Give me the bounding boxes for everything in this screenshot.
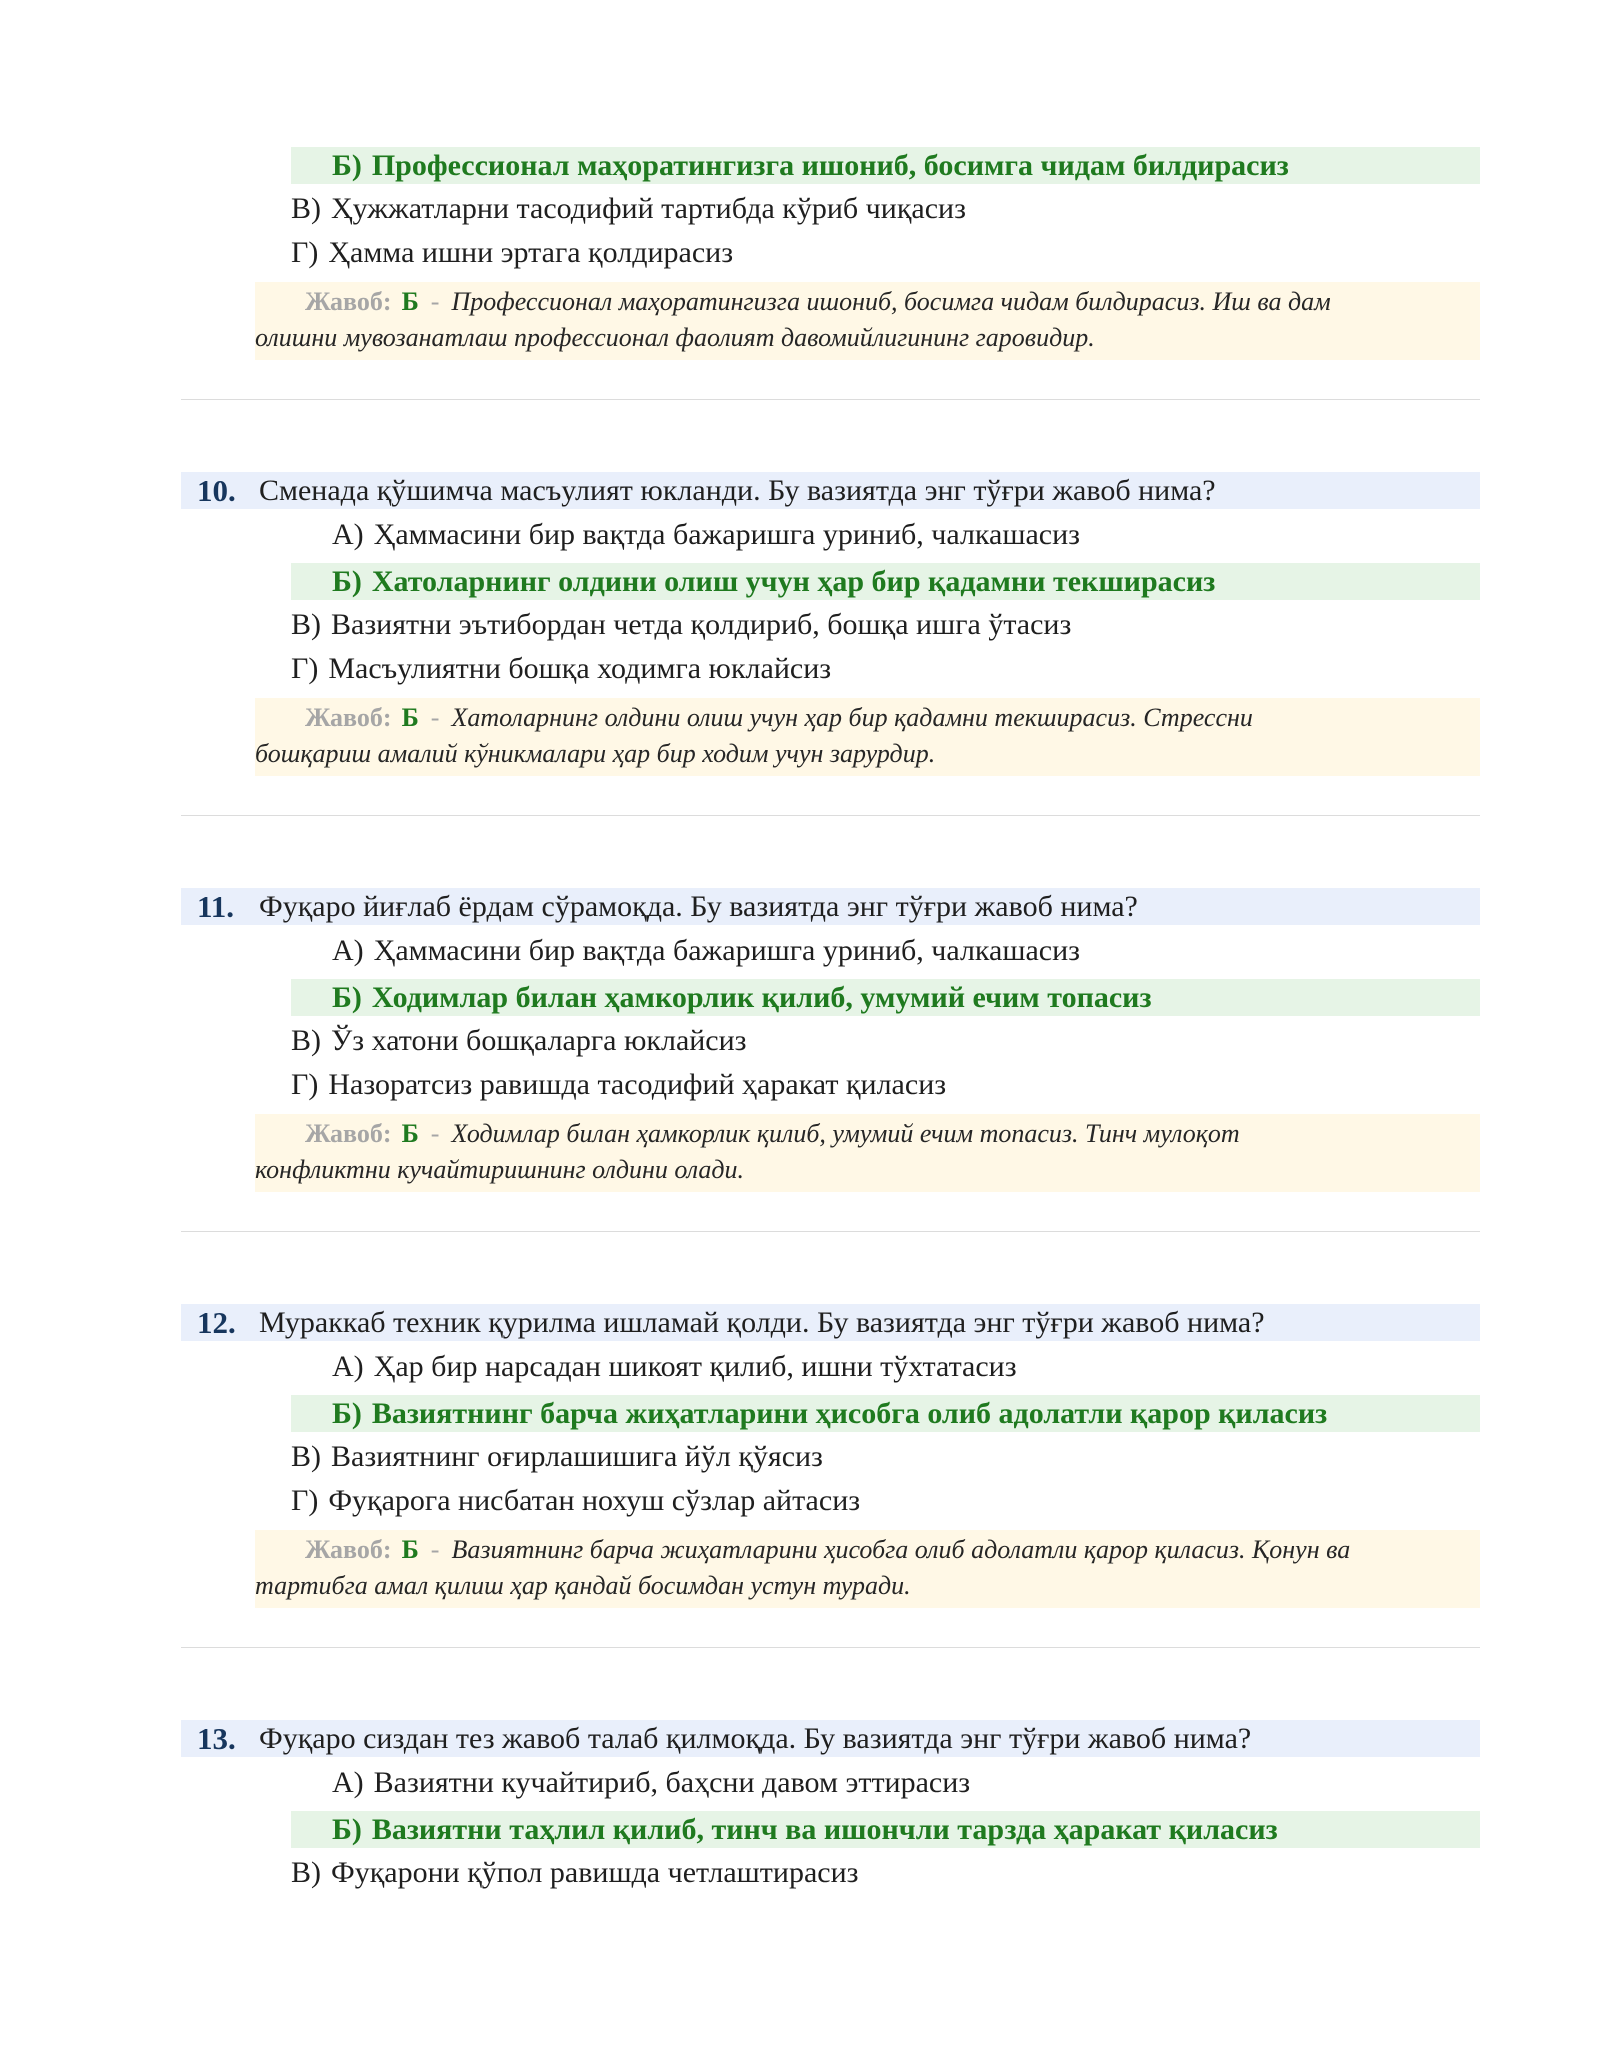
option <box>291 235 733 271</box>
option <box>291 1067 946 1103</box>
option-text: Фуқарони қўпол равишда четлаштирасиз <box>331 1856 859 1889</box>
option-label: Б) <box>332 565 362 598</box>
option-text: Хатоларнинг олдини олиш учун ҳар бир қадамни текширасиз <box>371 565 1216 598</box>
option-text: Ҳаммасини бир вақтда бажаришга уриниб, чалкашасиз <box>373 934 1081 967</box>
option-label: Г) <box>291 236 319 269</box>
option-label: В) <box>291 192 321 225</box>
option <box>291 651 831 687</box>
answer-explanation: Профессионал маҳоратингизга ишониб, босимга чидам билдирасиз. Иш ва дам <box>451 287 1331 316</box>
option-text: Ҳаммасини бир вақтда бажаришга уриниб, чалкашасиз <box>373 518 1081 551</box>
separator <box>181 399 1480 400</box>
option-label: В) <box>291 1856 321 1889</box>
option <box>332 933 1080 969</box>
option-correct <box>291 979 1480 1016</box>
option-label: Г) <box>291 1484 319 1517</box>
option-text: Вазиятни кучайтириб, баҳсни давом эттирасиз <box>373 1766 971 1799</box>
answer-explanation-cont: конфликтни кучайтиришнинг олдини олади. <box>255 1155 745 1184</box>
option-label: Б) <box>332 1813 362 1846</box>
answer-explanation-cont: бошқариш амалий кўникмалари ҳар бир ходим учун зарурдир. <box>255 739 936 768</box>
option-text: Ўз хатони бошқаларга юклайсиз <box>331 1024 747 1057</box>
option-text: Масъулиятни бошқа ходимга юклайсиз <box>328 652 832 685</box>
answer-box <box>255 282 1480 360</box>
answer-explanation-cont: тартибга амал қилиш ҳар қандай босимдан устун туради. <box>255 1571 911 1600</box>
option-text: Ходимлар билан ҳамкорлик қилиб, умумий ечим топасиз <box>371 981 1152 1014</box>
answer-value: Б <box>401 287 419 316</box>
separator <box>181 1647 1480 1648</box>
option-label: А) <box>332 934 364 967</box>
option-text: Профессионал маҳоратингизга ишониб, босимга чидам билдирасиз <box>371 149 1289 182</box>
answer-label: Жавоб: <box>305 287 392 316</box>
question-number: 12. <box>197 1305 236 1340</box>
separator <box>181 815 1480 816</box>
answer-value: Б <box>401 703 419 732</box>
option-label: В) <box>291 1024 321 1057</box>
option-text: Ҳар бир нарсадан шикоят қилиб, ишни тўхтатасиз <box>373 1350 1017 1383</box>
option-text: Вазиятнинг барча жиҳатларини ҳисобга олиб адолатли қарор қиласиз <box>371 1397 1328 1430</box>
option-label: В) <box>291 1440 321 1473</box>
option-label: Б) <box>332 1397 362 1430</box>
option <box>291 1023 747 1059</box>
option-text: Назоратсиз равишда тасодифий ҳаракат қиласиз <box>328 1068 947 1101</box>
separator <box>181 1231 1480 1232</box>
answer-dash: - <box>430 287 440 316</box>
answer-label: Жавоб: <box>305 1535 392 1564</box>
answer-value: Б <box>401 1119 419 1148</box>
option <box>291 1855 858 1891</box>
question-text: Мураккаб техник қурилма ишламай қолди. Бу вазиятда энг тўғри жавоб нима? <box>259 1306 1265 1339</box>
option-correct <box>291 1811 1480 1848</box>
answer-box <box>255 1114 1480 1192</box>
question-text: Фуқаро сиздан тез жавоб талаб қилмоқда. Бу вазиятда энг тўғри жавоб нима? <box>259 1722 1252 1755</box>
answer-label: Жавоб: <box>305 703 392 732</box>
answer-explanation: Вазиятнинг барча жиҳатларини ҳисобга олиб адолатли қарор қиласиз. Қонун ва <box>451 1535 1351 1564</box>
option-text: Ҳамма ишни эртага қолдирасиз <box>328 236 734 269</box>
option <box>291 191 966 227</box>
option-label: Б) <box>332 981 362 1014</box>
option-text: Вазиятнинг оғирлашишига йўл қўясиз <box>331 1440 823 1473</box>
option <box>291 1439 823 1475</box>
answer-box <box>255 698 1480 776</box>
answer-value: Б <box>401 1535 419 1564</box>
option-label: А) <box>332 1350 364 1383</box>
answer-dash: - <box>430 703 440 732</box>
answer-label: Жавоб: <box>305 1119 392 1148</box>
option-text: Ҳужжатларни тасодифий тартибда кўриб чиқасиз <box>331 192 966 225</box>
question-text: Сменада қўшимча масъулият юкланди. Бу вазиятда энг тўғри жавоб нима? <box>259 474 1216 507</box>
option-label: В) <box>291 608 321 641</box>
question-header <box>181 1720 1480 1757</box>
answer-dash: - <box>430 1119 440 1148</box>
question-header <box>181 888 1480 925</box>
option-label: А) <box>332 1766 364 1799</box>
question-number: 11. <box>197 889 235 924</box>
question-header <box>181 1304 1480 1341</box>
question-number: 13. <box>197 1721 236 1756</box>
option-text: Вазиятни эътибордан четда қолдириб, бошқа ишга ўтасиз <box>331 608 1072 641</box>
option <box>291 607 1071 643</box>
question-header <box>181 472 1480 509</box>
answer-explanation-cont: олишни мувозанатлаш профессионал фаолият давомийлигининг гаровидир. <box>255 323 1095 352</box>
option-label: Б) <box>332 149 362 182</box>
option <box>291 1483 860 1519</box>
option-label: Г) <box>291 652 319 685</box>
option-correct <box>291 147 1480 184</box>
option <box>332 1765 970 1801</box>
option-correct <box>291 563 1480 600</box>
option <box>332 517 1080 553</box>
option-text: Вазиятни таҳлил қилиб, тинч ва ишончли тарзда ҳаракат қиласиз <box>371 1813 1278 1846</box>
option-label: А) <box>332 518 364 551</box>
answer-explanation: Хатоларнинг олдини олиш учун ҳар бир қадамни текширасиз. Стрессни <box>451 703 1253 732</box>
question-number: 10. <box>197 473 236 508</box>
option-correct <box>291 1395 1480 1432</box>
answer-explanation: Ходимлар билан ҳамкорлик қилиб, умумий ечим топасиз. Тинч мулоқот <box>451 1119 1240 1148</box>
answer-dash: - <box>430 1535 440 1564</box>
option-text: Фуқарога нисбатан нохуш сўзлар айтасиз <box>328 1484 861 1517</box>
question-text: Фуқаро йиғлаб ёрдам сўрамоқда. Бу вазиятда энг тўғри жавоб нима? <box>259 890 1138 923</box>
option <box>332 1349 1017 1385</box>
answer-box <box>255 1530 1480 1608</box>
option-label: Г) <box>291 1068 319 1101</box>
